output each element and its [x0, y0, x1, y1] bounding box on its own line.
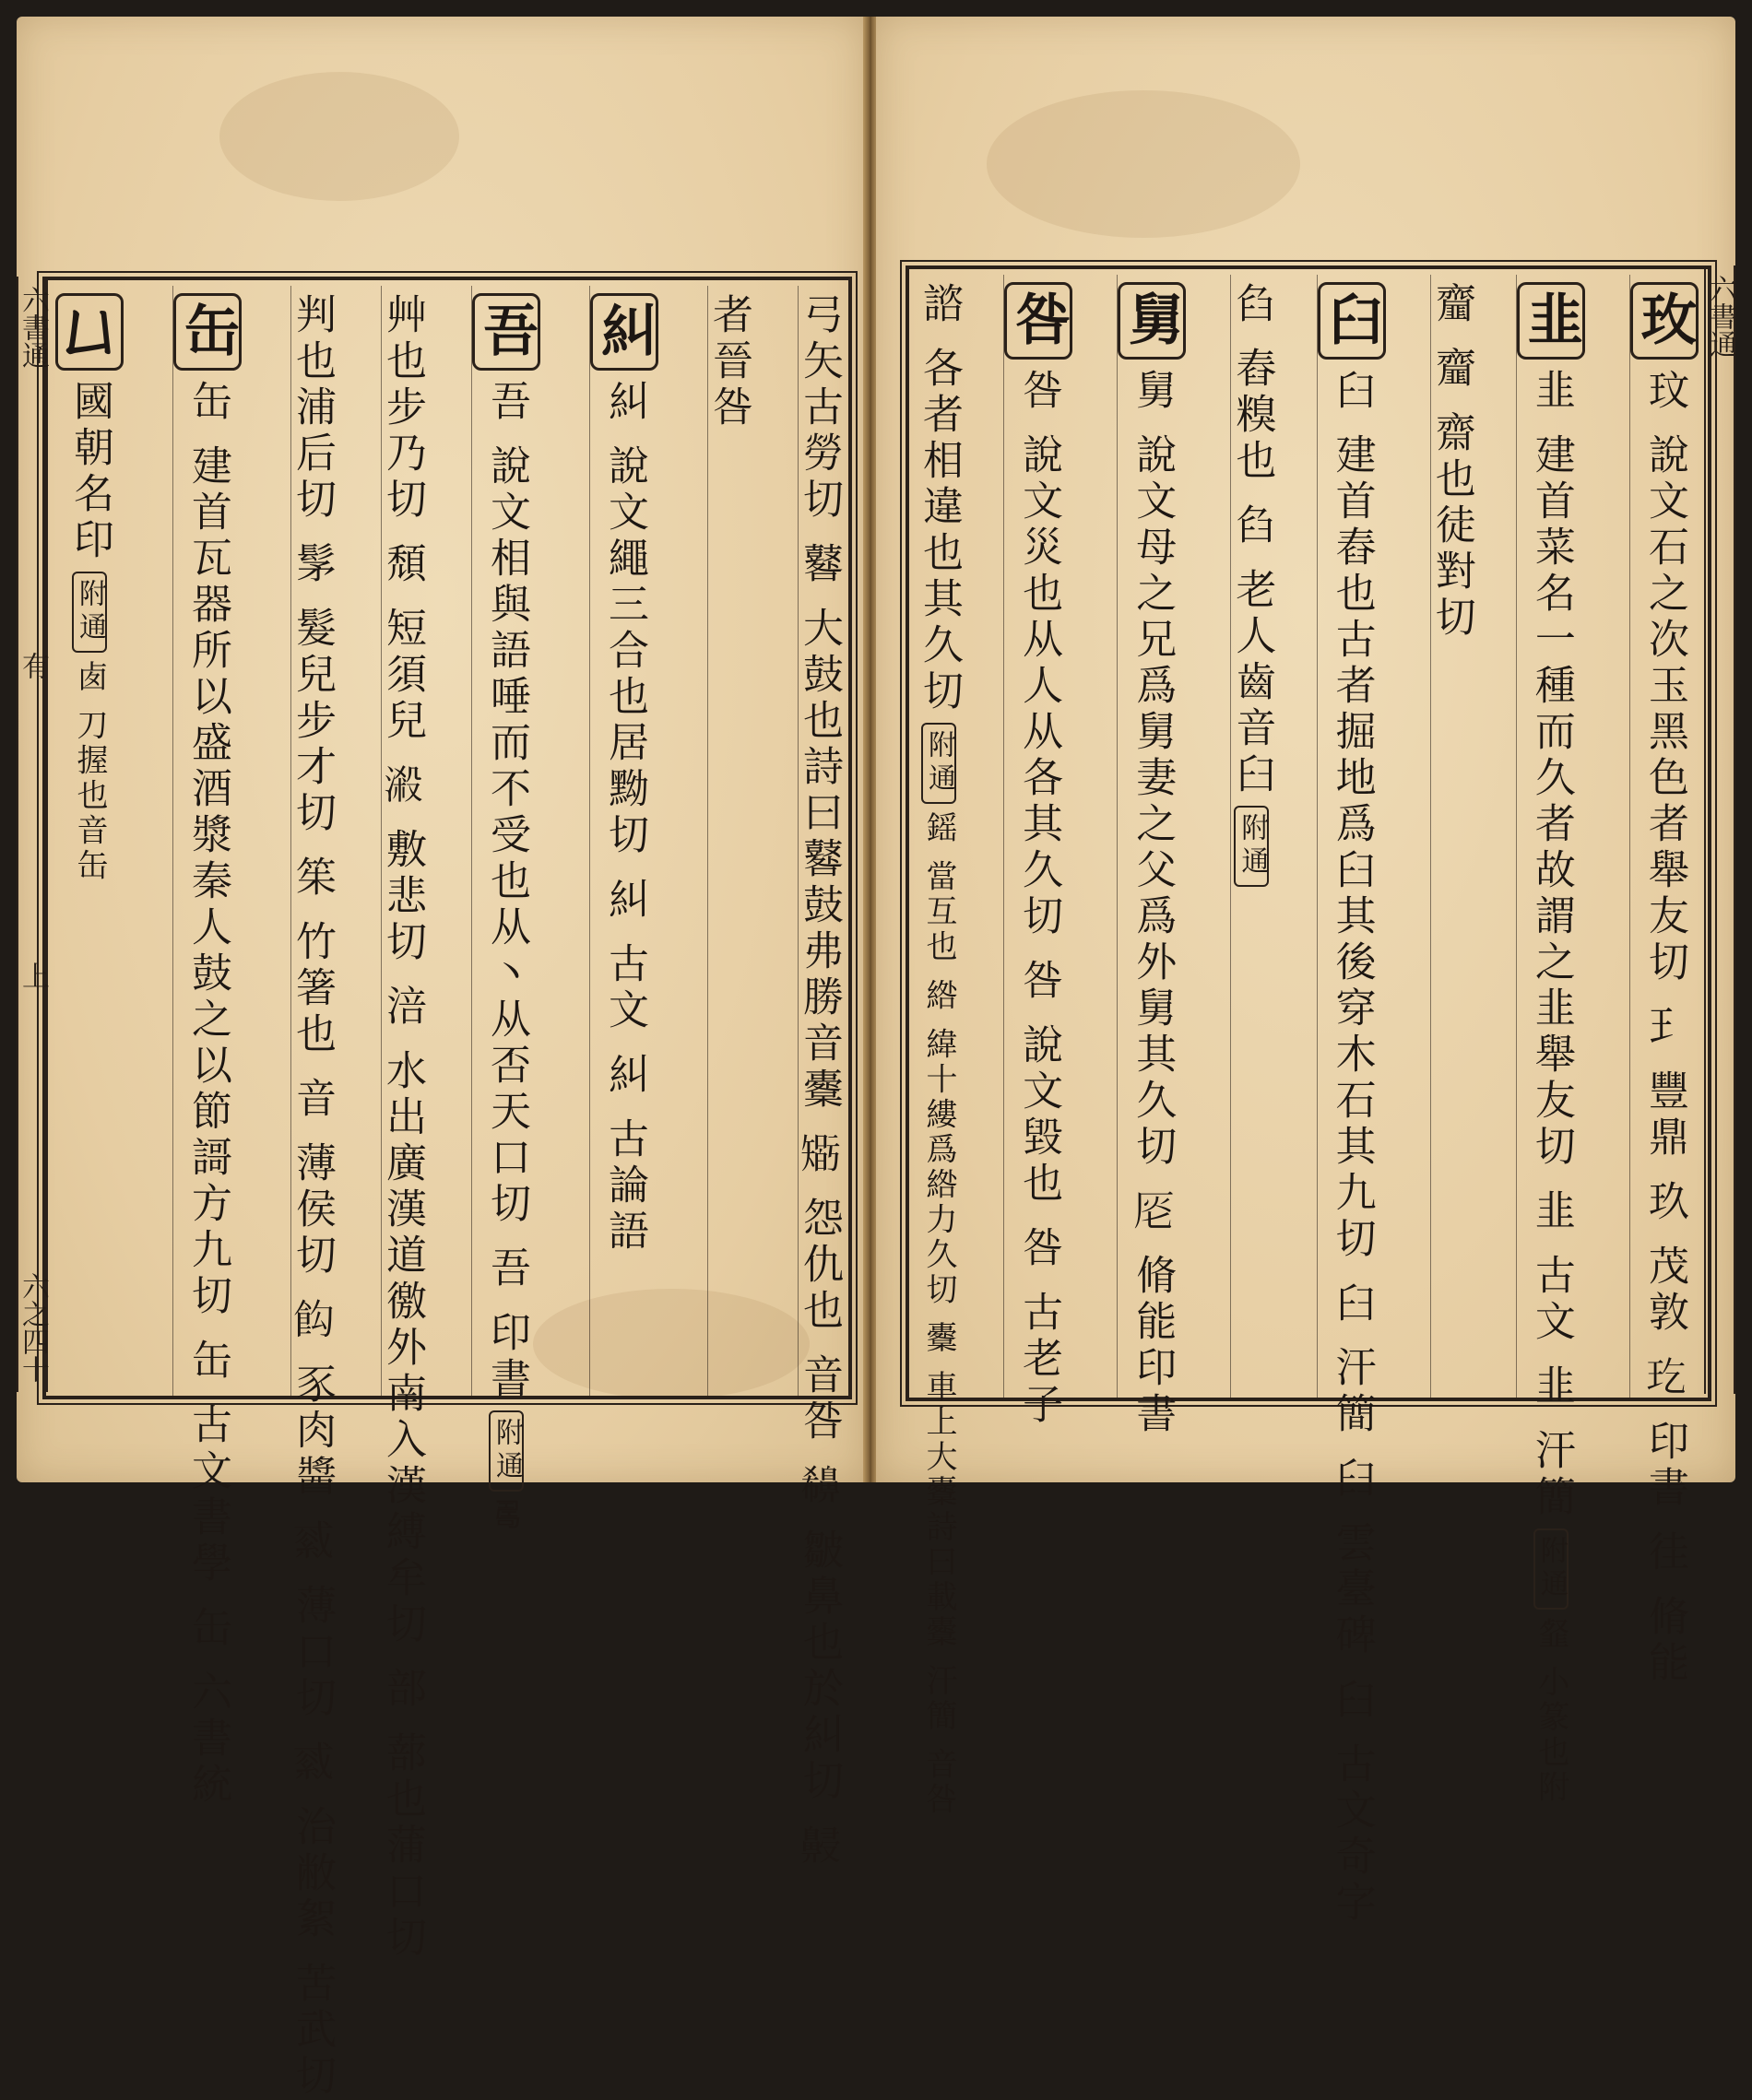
headword-box: 舅 — [1118, 282, 1186, 360]
text-column — [471, 286, 540, 1534]
headword-box: 吾 — [472, 293, 540, 371]
headword-box: 缶 — [173, 293, 242, 371]
left-page — [17, 17, 865, 2100]
headword-box: 韭 — [1517, 282, 1585, 360]
column-text: 艸也步乃切 頹 短須兒 𣻑 敷悲切 涪 水出廣漢道徼外南入漢縛牟切 部 蔀也蒲口切 — [379, 293, 426, 1962]
text-column — [916, 275, 963, 1818]
margin-label: 有 — [17, 651, 49, 679]
headword-box: 糾 — [590, 293, 658, 371]
appendix-tag: 附通 — [921, 723, 956, 804]
column-text: 玟 說文石之次玉黑色者舉友切 𤣩 豐鼎 玖 茂敦 𤣮 印書 徍 脩能 — [1640, 369, 1688, 1687]
column-text: 舅 說文母之兄爲舅妻之父爲外舅其久切 𠩔 脩能印書 — [1129, 369, 1177, 1438]
right-page — [876, 17, 1736, 1927]
text-column — [289, 286, 336, 2100]
left-columns — [55, 286, 843, 2100]
column-text: 齏 齏 齋也徒對切 — [1427, 282, 1475, 642]
headword-box: 咎 — [1004, 282, 1072, 360]
margin-title: 六書通 — [1704, 275, 1736, 358]
column-text: 糾 說文繩三合也居黝切 糾 古文 糾 古論語 — [601, 380, 648, 1256]
margin-page-number: 六之四十 — [17, 1271, 49, 1383]
column-text: 缶 建首瓦器所以盛酒漿秦人鼓之以節謌方九切 缶 古文書學 缶 六書統 — [184, 380, 231, 1809]
column-text: 咎 說文災也从人从各其久切 咎 說文毀也 咎 古老子 — [1015, 369, 1063, 1429]
text-column — [1228, 275, 1276, 1399]
headword-box: 臼 — [1318, 282, 1386, 360]
text-column — [796, 286, 843, 1870]
column-text: 韭 建首菜名一種而久者故謂之韭舉友切 韭 古文 韭 汗簡 — [1527, 369, 1575, 1521]
column-text: 臽 舂糗也 臽 老人齒音臼 — [1228, 282, 1276, 798]
column-text: 判也浦后切 髳 髮兒步才切 䇬 竹箸也 音 薄侯切 𩚘 豕肉醬 𦁓 薄口切 𦁓 治敝絮 苦武切 — [289, 293, 336, 2100]
headword-box: 玫 — [1630, 282, 1699, 360]
right-text-frame — [906, 265, 1711, 1927]
text-column — [705, 286, 752, 1398]
text-column — [379, 286, 426, 1962]
text-column — [1516, 275, 1585, 1806]
appendix-tag: 附通 — [72, 572, 107, 653]
column-text: 諮 各者相違也其久切 — [916, 282, 963, 715]
text-column — [55, 286, 124, 1398]
paper-stain — [987, 90, 1300, 238]
left-text-frame — [42, 277, 852, 2100]
appendix-tag: 附通 — [1533, 1528, 1569, 1610]
column-text: 者晉咎 — [705, 293, 752, 431]
column-text: 弓矢古勞切 鼛 大鼓也詩曰鼛鼓弗勝音櫜 𥏼 怨仇也 音咎 𪖪 皺鼻也於糾切 𪖧 — [796, 293, 843, 1870]
column-extra-text: 𠧧 刀握也音缶 — [71, 660, 108, 884]
text-column — [589, 286, 658, 1398]
column-text: 國朝名印 — [66, 380, 113, 564]
appendix-tag: 附通 — [489, 1410, 524, 1492]
column-extra-text: 韰 小篆也附 — [1532, 1616, 1569, 1806]
appendix-tag: 附通 — [1234, 806, 1269, 887]
headword-box: 𠙴 — [55, 293, 124, 371]
paper-stain — [219, 72, 459, 201]
text-column — [1117, 275, 1186, 1438]
text-column — [172, 286, 242, 1809]
text-column — [1629, 275, 1699, 1687]
left-margin-strip — [17, 277, 48, 1392]
column-text: 臼 建首舂也古者掘地爲臼其後穿木石其九切 臼 汗簡 𦥑 雲臺碑 臼 古文奇字 — [1328, 369, 1376, 1927]
column-text: 吾 說文相與語唾而不受也从丶从否天口切 吾 印書 — [483, 380, 530, 1403]
text-column — [1427, 275, 1475, 1399]
margin-title: 六書通 — [17, 286, 49, 369]
right-margin-strip — [1704, 265, 1735, 1394]
margin-volume: 上 — [17, 962, 49, 990]
text-column — [1317, 275, 1386, 1927]
right-columns — [916, 275, 1699, 1927]
text-column — [1003, 275, 1072, 1429]
column-extra-text: 鎐 當互也 綹 緯十縷爲綹力久切 櫜 車上大櫜詩曰載櫜 汗簡 音咎 — [920, 811, 957, 1818]
column-extra-text: 𠷎 — [488, 1498, 525, 1534]
